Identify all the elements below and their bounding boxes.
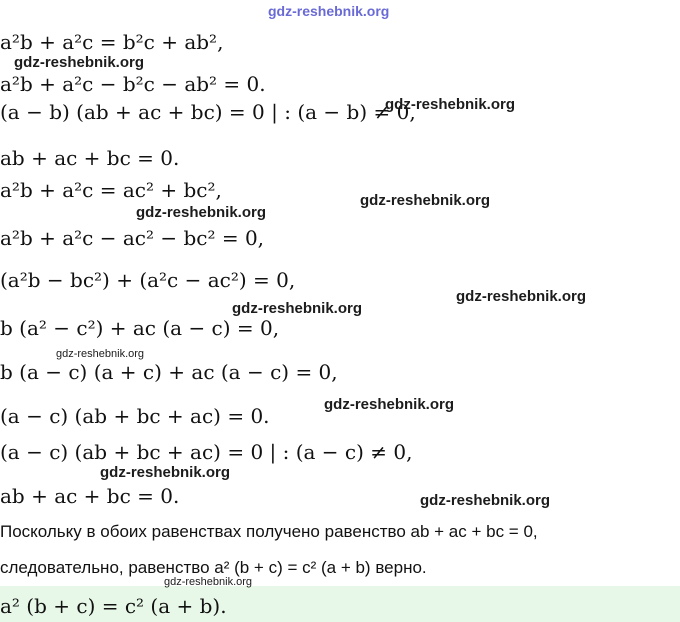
equation-line-3: (a − b) (ab + ac + bc) = 0 | : (a − b) ≠ 0, bbox=[0, 100, 416, 124]
watermark: gdz-reshebnik.org bbox=[56, 348, 145, 360]
equation-line-10: (a − c) (ab + bc + ac) = 0. bbox=[0, 404, 270, 428]
watermark: gdz-reshebnik.org bbox=[100, 464, 231, 481]
conclusion-line-1: Поскольку в обоих равенствах получено равенство ab + ac + bc = 0, bbox=[0, 522, 538, 541]
equation-line-1: a²b + a²c = b²c + ab², bbox=[0, 30, 224, 54]
watermark: gdz-reshebnik.org bbox=[385, 96, 516, 113]
equation-line-4: ab + ac + bc = 0. bbox=[0, 146, 180, 170]
watermark: gdz-reshebnik.org bbox=[360, 192, 491, 209]
equation-line-12: ab + ac + bc = 0. bbox=[0, 484, 180, 508]
equation-line-2: a²b + a²c − b²c − ab² = 0. bbox=[0, 72, 266, 96]
watermark: gdz-reshebnik.org bbox=[420, 492, 551, 509]
equation-line-9: b (a − c) (a + c) + ac (a − c) = 0, bbox=[0, 360, 338, 384]
equation-line-8: b (a² − c²) + ac (a − c) = 0, bbox=[0, 316, 280, 340]
conclusion-line-2: следовательно, равенство a² (b + c) = c² (a + b) верно. bbox=[0, 558, 427, 577]
watermark: gdz-reshebnik.org bbox=[456, 288, 587, 305]
watermark-top: gdz-reshebnik.org bbox=[268, 3, 390, 19]
final-result: a² (b + c) = c² (a + b). bbox=[0, 594, 227, 618]
equation-line-7: (a²b − bc²) + (a²c − ac²) = 0, bbox=[0, 268, 296, 292]
watermark: gdz-reshebnik.org bbox=[324, 396, 455, 413]
watermark: gdz-reshebnik.org bbox=[232, 300, 363, 317]
watermark: gdz-reshebnik.org bbox=[136, 204, 267, 221]
equation-line-5: a²b + a²c = ac² + bc², bbox=[0, 178, 222, 202]
watermark: gdz-reshebnik.org bbox=[14, 54, 145, 71]
equation-line-6: a²b + a²c − ac² − bc² = 0, bbox=[0, 226, 265, 250]
watermark: gdz-reshebnik.org bbox=[164, 576, 253, 588]
equation-line-11: (a − c) (ab + bc + ac) = 0 | : (a − c) ≠ 0, bbox=[0, 440, 413, 464]
